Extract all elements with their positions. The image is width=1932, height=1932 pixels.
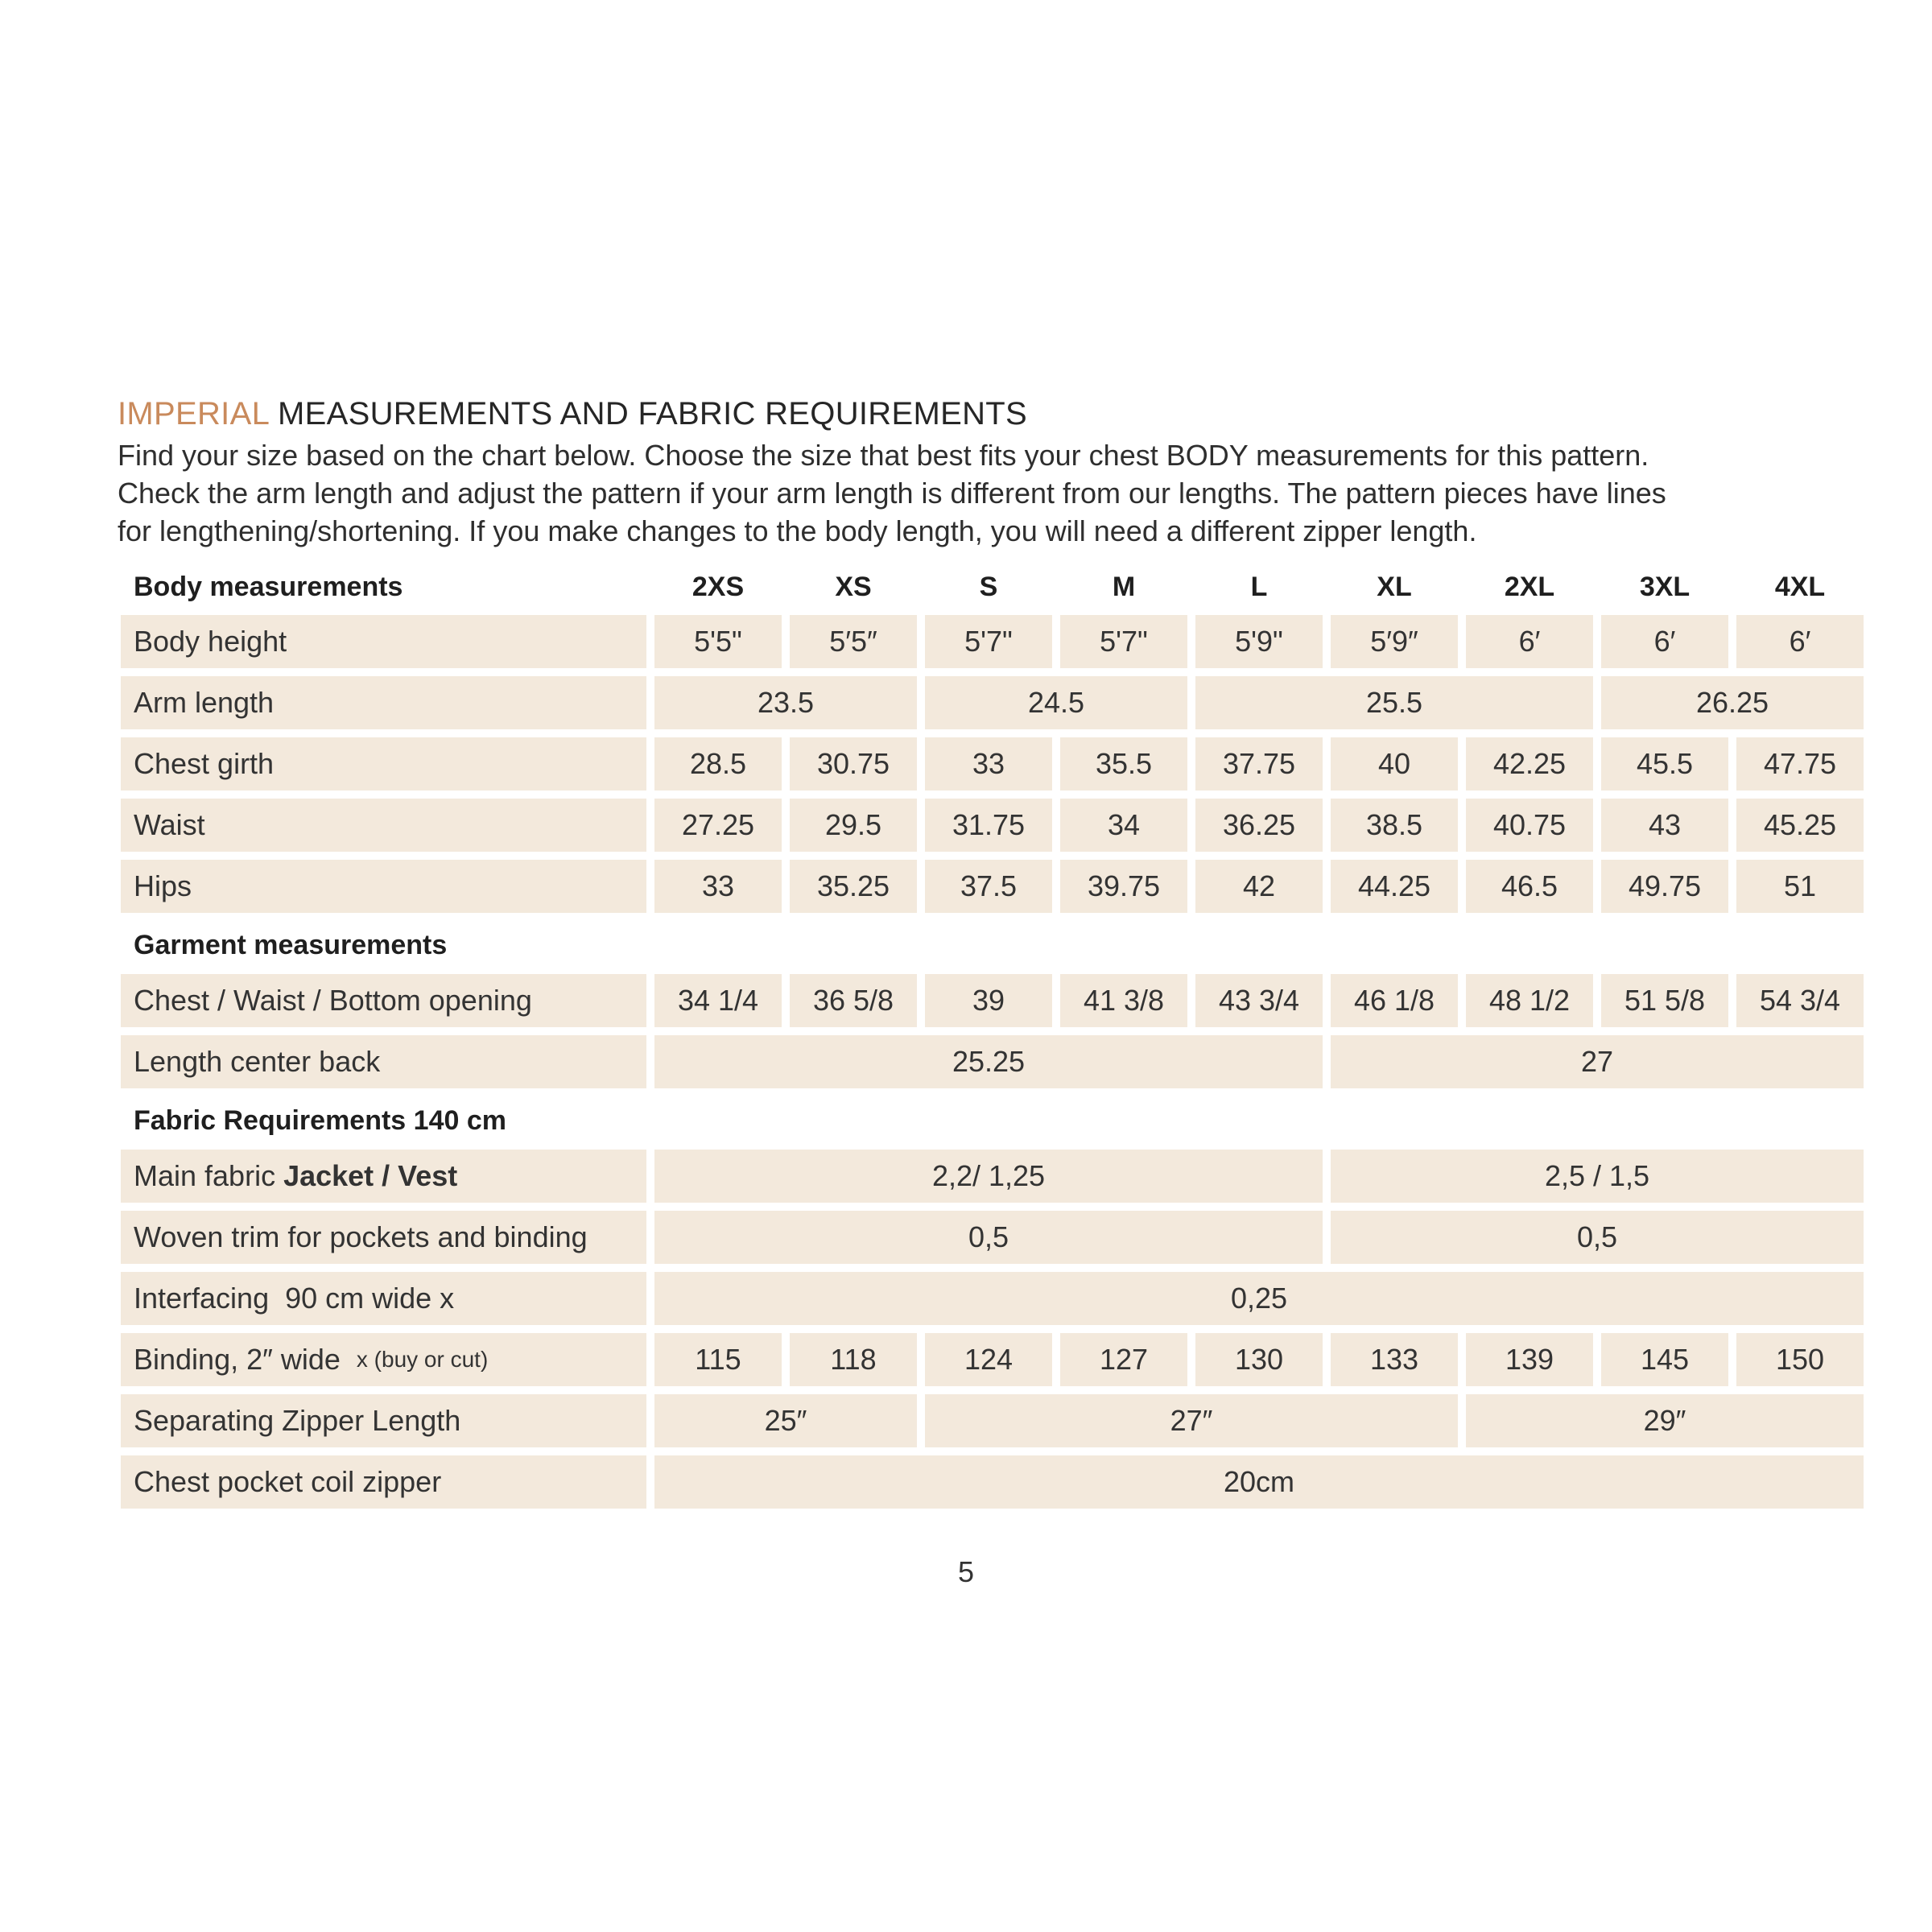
- table-cell: 27.25: [654, 799, 782, 852]
- table-cell: 25″: [654, 1394, 917, 1447]
- table-cell: 5'5": [654, 615, 782, 668]
- table-cell: 37.5: [925, 860, 1052, 913]
- table-cell: 0,25: [654, 1272, 1864, 1325]
- table-cell: 46 1/8: [1331, 974, 1458, 1027]
- row-label-binding: [121, 1333, 646, 1386]
- table-cell: 34 1/4: [654, 974, 782, 1027]
- table-cell: 124: [925, 1333, 1052, 1386]
- binding-label-note: x (buy or cut): [356, 1347, 489, 1372]
- table-cell: 5′5″: [790, 615, 917, 668]
- table-cell: 2,5 / 1,5: [1331, 1150, 1864, 1203]
- size-header: 4XL: [1774, 571, 1826, 602]
- table-cell: 35.25: [790, 860, 917, 913]
- size-header: L: [1250, 571, 1268, 602]
- binding-label: Binding, 2″ wide: [134, 1343, 341, 1376]
- row-label-chest-waist-bottom: Chest / Waist / Bottom opening: [121, 974, 646, 1027]
- table-cell: 150: [1736, 1333, 1864, 1386]
- table-cell: 5'7": [1060, 615, 1187, 668]
- size-header: XL: [1377, 571, 1412, 602]
- table-cell: 36.25: [1195, 799, 1323, 852]
- row-label-chest-pocket-zipper: Chest pocket coil zipper: [121, 1455, 646, 1509]
- table-cell: 27″: [925, 1394, 1458, 1447]
- table-cell: 6′: [1736, 615, 1864, 668]
- table-cell: 43 3/4: [1195, 974, 1323, 1027]
- size-chart-table: [121, 564, 1864, 1517]
- table-cell: 43: [1601, 799, 1728, 852]
- table-cell: 35.5: [1060, 737, 1187, 791]
- table-cell: 27: [1331, 1035, 1864, 1088]
- table-cell: 25.25: [654, 1035, 1323, 1088]
- page-title-accent: IMPERIAL: [118, 396, 269, 431]
- table-cell: 36 5/8: [790, 974, 917, 1027]
- table-cell: 39: [925, 974, 1052, 1027]
- table-cell: 24.5: [925, 676, 1187, 729]
- table-cell: 45.25: [1736, 799, 1864, 852]
- table-cell: 5'9": [1195, 615, 1323, 668]
- table-cell: 49.75: [1601, 860, 1728, 913]
- table-cell: 28.5: [654, 737, 782, 791]
- table-cell: 25.5: [1195, 676, 1593, 729]
- table-cell: 145: [1601, 1333, 1728, 1386]
- table-cell: 39.75: [1060, 860, 1187, 913]
- intro-paragraph: [118, 436, 1921, 550]
- page-number: 5: [957, 1555, 975, 1588]
- table-cell: 54 3/4: [1736, 974, 1864, 1027]
- row-label-body-height: Body height: [121, 615, 646, 668]
- table-cell: 5'7": [925, 615, 1052, 668]
- page-title-rest: MEASUREMENTS AND FABRIC REQUIREMENTS: [268, 396, 1027, 431]
- size-header: M: [1112, 571, 1136, 602]
- row-label-waist: Waist: [121, 799, 646, 852]
- table-cell: 133: [1331, 1333, 1458, 1386]
- table-cell: 6′: [1466, 615, 1593, 668]
- table-cell: 48 1/2: [1466, 974, 1593, 1027]
- intro-line: Check the arm length and adjust the pattern if your arm length is different from our lengths. The pattern pieces have lines: [118, 477, 1666, 510]
- section-fabric-requirements: Fabric Requirements 140 cm: [134, 1104, 506, 1136]
- table-cell: 51: [1736, 860, 1864, 913]
- section-garment-measurements: Garment measurements: [134, 929, 448, 960]
- row-label-hips: Hips: [121, 860, 646, 913]
- table-cell: 29.5: [790, 799, 917, 852]
- table-cell: 33: [925, 737, 1052, 791]
- page-title: [118, 393, 1027, 435]
- table-cell: 118: [790, 1333, 917, 1386]
- table-cell: 115: [654, 1333, 782, 1386]
- table-cell: 130: [1195, 1333, 1323, 1386]
- table-cell: 34: [1060, 799, 1187, 852]
- table-cell: 0,5: [1331, 1211, 1864, 1264]
- size-header: 2XL: [1504, 571, 1555, 602]
- table-cell: 38.5: [1331, 799, 1458, 852]
- table-cell: 45.5: [1601, 737, 1728, 791]
- table-cell: 6′: [1601, 615, 1728, 668]
- main-fabric-label-bold: Jacket / Vest: [283, 1159, 458, 1192]
- table-cell: 40: [1331, 737, 1458, 791]
- table-cell: 33: [654, 860, 782, 913]
- main-fabric-label: Main fabric: [134, 1159, 284, 1192]
- table-cell: 31.75: [925, 799, 1052, 852]
- row-label-interfacing: Interfacing 90 cm wide x: [121, 1272, 646, 1325]
- section-body-measurements: Body measurements: [134, 571, 403, 602]
- row-label-length-center-back: Length center back: [121, 1035, 646, 1088]
- table-cell: 47.75: [1736, 737, 1864, 791]
- row-label-separating-zipper: Separating Zipper Length: [121, 1394, 646, 1447]
- row-label-main-fabric: [121, 1150, 646, 1203]
- table-cell: 0,5: [654, 1211, 1323, 1264]
- table-cell: 127: [1060, 1333, 1187, 1386]
- intro-line: Find your size based on the chart below. Choose the size that best fits your chest BODY measurements for this pattern.: [118, 439, 1649, 472]
- intro-line: for lengthening/shortening. If you make changes to the body length, you will need a different zipper length.: [118, 514, 1477, 547]
- table-cell: 40.75: [1466, 799, 1593, 852]
- row-label-chest-girth: Chest girth: [121, 737, 646, 791]
- table-cell: 41 3/8: [1060, 974, 1187, 1027]
- table-cell: 26.25: [1601, 676, 1864, 729]
- table-cell: 23.5: [654, 676, 917, 729]
- table-cell: 42.25: [1466, 737, 1593, 791]
- table-cell: 30.75: [790, 737, 917, 791]
- table-cell: 42: [1195, 860, 1323, 913]
- size-header: S: [979, 571, 998, 602]
- table-cell: 29″: [1466, 1394, 1864, 1447]
- size-header: 3XL: [1639, 571, 1690, 602]
- table-cell: 20cm: [654, 1455, 1864, 1509]
- row-label-arm-length: Arm length: [121, 676, 646, 729]
- table-cell: 139: [1466, 1333, 1593, 1386]
- table-cell: 37.75: [1195, 737, 1323, 791]
- table-cell: 5′9″: [1331, 615, 1458, 668]
- table-cell: 51 5/8: [1601, 974, 1728, 1027]
- table-cell: 2,2/ 1,25: [654, 1150, 1323, 1203]
- size-header: XS: [835, 571, 872, 602]
- table-cell: 44.25: [1331, 860, 1458, 913]
- row-label-woven-trim: Woven trim for pockets and binding: [121, 1211, 646, 1264]
- size-header: 2XS: [691, 571, 745, 602]
- table-cell: 46.5: [1466, 860, 1593, 913]
